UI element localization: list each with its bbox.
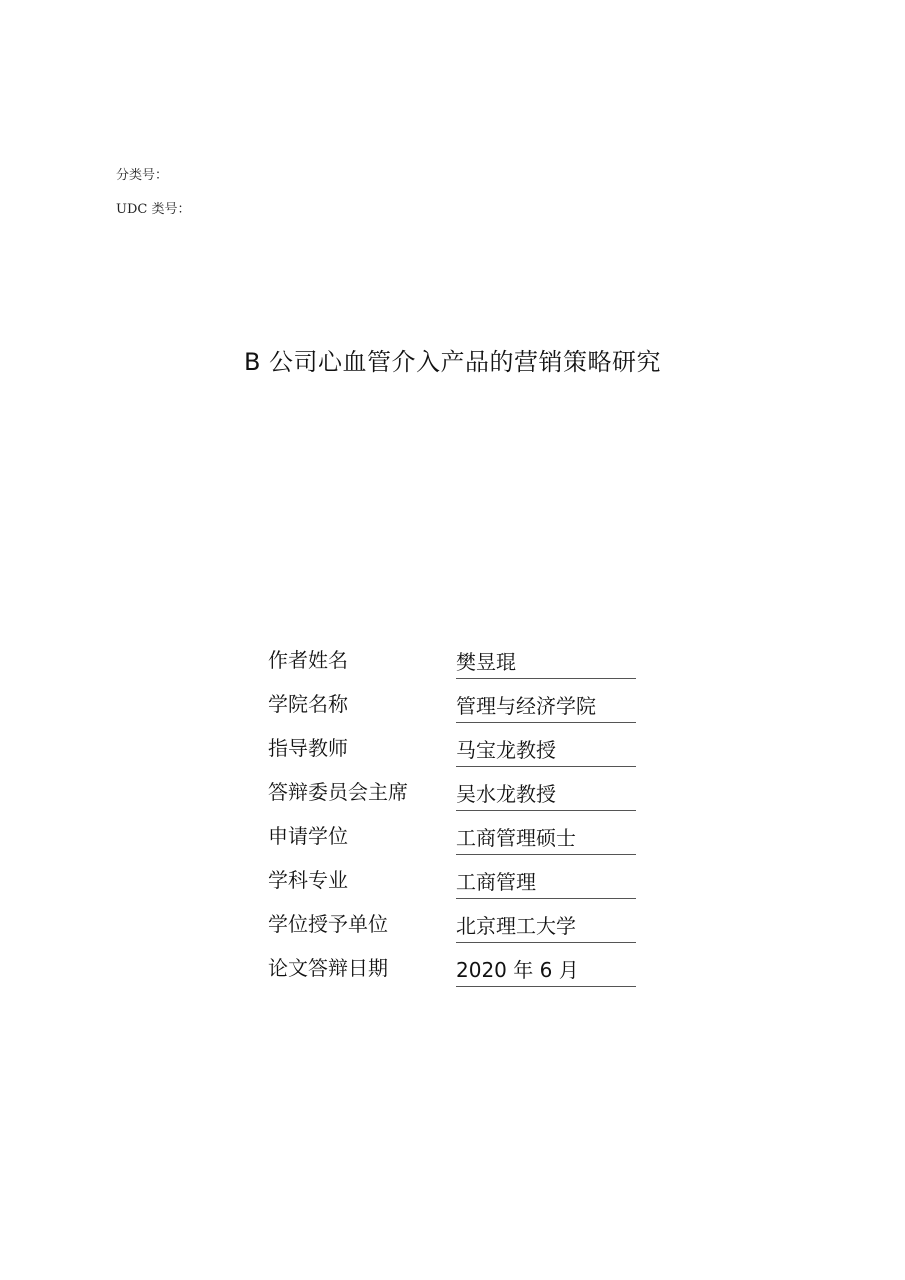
info-label: 学院名称 <box>268 692 348 716</box>
info-value: 管理与经济学院 <box>456 694 596 718</box>
thesis-title: B 公司心血管介入产品的营销策略研究 <box>243 348 662 376</box>
info-row-school <box>268 682 638 726</box>
info-row-defense-date <box>268 946 638 990</box>
info-label: 答辩委员会主席 <box>268 780 408 804</box>
info-value: 吴水龙教授 <box>456 782 556 806</box>
info-value-underline <box>456 726 636 767</box>
classification-number-label: 分类号： <box>116 168 169 183</box>
info-value: 工商管理 <box>456 870 536 894</box>
info-row-advisor <box>268 726 638 770</box>
info-row-degree <box>268 814 638 858</box>
info-label: 学科专业 <box>268 868 348 892</box>
info-value-underline <box>456 638 636 679</box>
info-label: 学位授予单位 <box>268 912 388 936</box>
info-label: 申请学位 <box>268 824 348 848</box>
info-value-underline <box>456 814 636 855</box>
info-value: 北京理工大学 <box>456 914 576 938</box>
info-value-underline <box>456 946 636 987</box>
info-value: 樊昱琨 <box>456 650 516 674</box>
info-value: 工商管理硕士 <box>456 826 576 850</box>
info-value-underline <box>456 858 636 899</box>
info-value-underline <box>456 770 636 811</box>
info-row-major <box>268 858 638 902</box>
info-row-institution <box>268 902 638 946</box>
info-row-author <box>268 638 638 682</box>
info-row-committee-chair <box>268 770 638 814</box>
info-value: 2020 年 6 月 <box>456 958 579 982</box>
info-label: 作者姓名 <box>268 648 348 672</box>
info-value: 马宝龙教授 <box>456 738 556 762</box>
info-value-underline <box>456 682 636 723</box>
udc-number-label: UDC 类号： <box>116 202 191 217</box>
info-label: 指导教师 <box>268 736 348 760</box>
info-label: 论文答辩日期 <box>268 956 388 980</box>
info-value-underline <box>456 902 636 943</box>
thesis-info-table <box>268 638 638 990</box>
